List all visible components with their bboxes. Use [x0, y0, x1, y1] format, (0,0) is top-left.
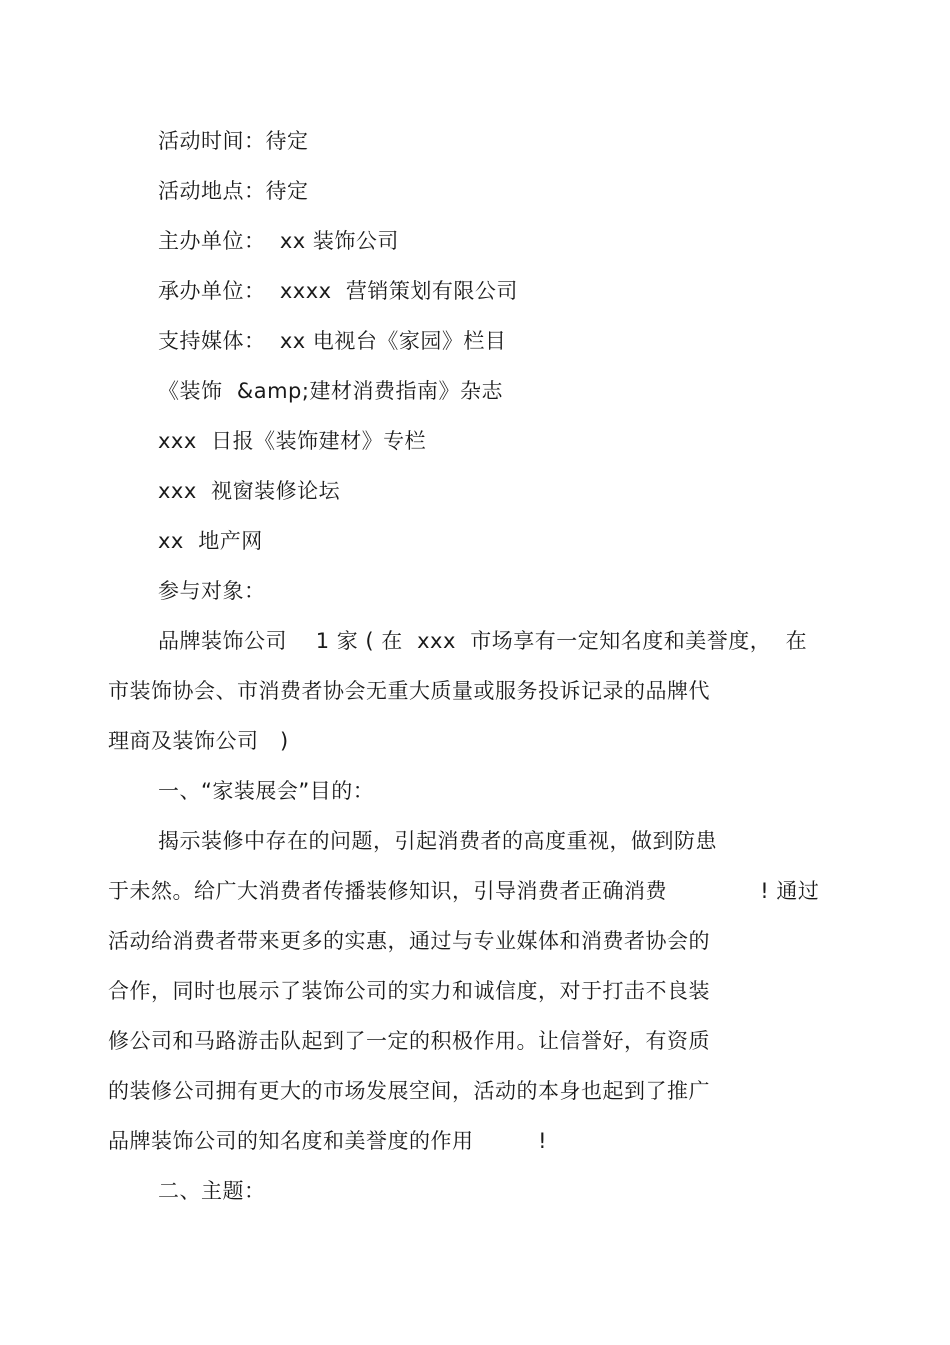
activity-location-line: 活动地点：待定 — [158, 179, 309, 203]
participants-paragraph-line: 品牌装饰公司 1 家 ( 在 xxx 市场享有一定知名度和美誉度， 在 — [158, 629, 808, 653]
section-purpose-heading: 一、“家装展会”目的： — [158, 779, 375, 803]
participants-paragraph-line: 市装饰协会、市消费者协会无重大质量或服务投诉记录的品牌代 — [108, 679, 710, 703]
participants-paragraph-line: 理商及装饰公司 ) — [108, 729, 289, 753]
participants-heading: 参与对象： — [158, 579, 266, 603]
purpose-paragraph-line: 于未然。给广大消费者传播装修知识，引导消费者正确消费 ! 通过 — [108, 879, 820, 903]
purpose-paragraph-line: 活动给消费者带来更多的实惠，通过与专业媒体和消费者协会的 — [108, 929, 710, 953]
activity-time-line: 活动时间：待定 — [158, 129, 309, 153]
media-realestate-line: xx 地产网 — [158, 529, 263, 553]
media-support-line: 支持媒体： xx 电视台《家园》栏目 — [158, 329, 507, 353]
co-organizer-line: 承办单位： xxxx 营销策划有限公司 — [158, 279, 518, 303]
purpose-paragraph-line: 揭示装修中存在的问题，引起消费者的高度重视，做到防患 — [158, 829, 717, 853]
purpose-paragraph-line: 修公司和马路游击队起到了一定的积极作用。让信誉好，有资质 — [108, 1029, 710, 1053]
section-theme-heading: 二、主题： — [158, 1179, 266, 1203]
media-daily-line: xxx 日报《装饰建材》专栏 — [158, 429, 427, 453]
organizer-line: 主办单位： xx 装饰公司 — [158, 229, 399, 253]
purpose-paragraph-line: 的装修公司拥有更大的市场发展空间，活动的本身也起到了推广 — [108, 1079, 710, 1103]
purpose-paragraph-line: 合作，同时也展示了装饰公司的实力和诚信度，对于打击不良装 — [108, 979, 710, 1003]
media-magazine-line: 《装饰 &amp;建材消费指南》杂志 — [158, 379, 503, 403]
media-forum-line: xxx 视窗装修论坛 — [158, 479, 341, 503]
purpose-paragraph-line: 品牌装饰公司的知名度和美誉度的作用 ! — [108, 1129, 547, 1153]
